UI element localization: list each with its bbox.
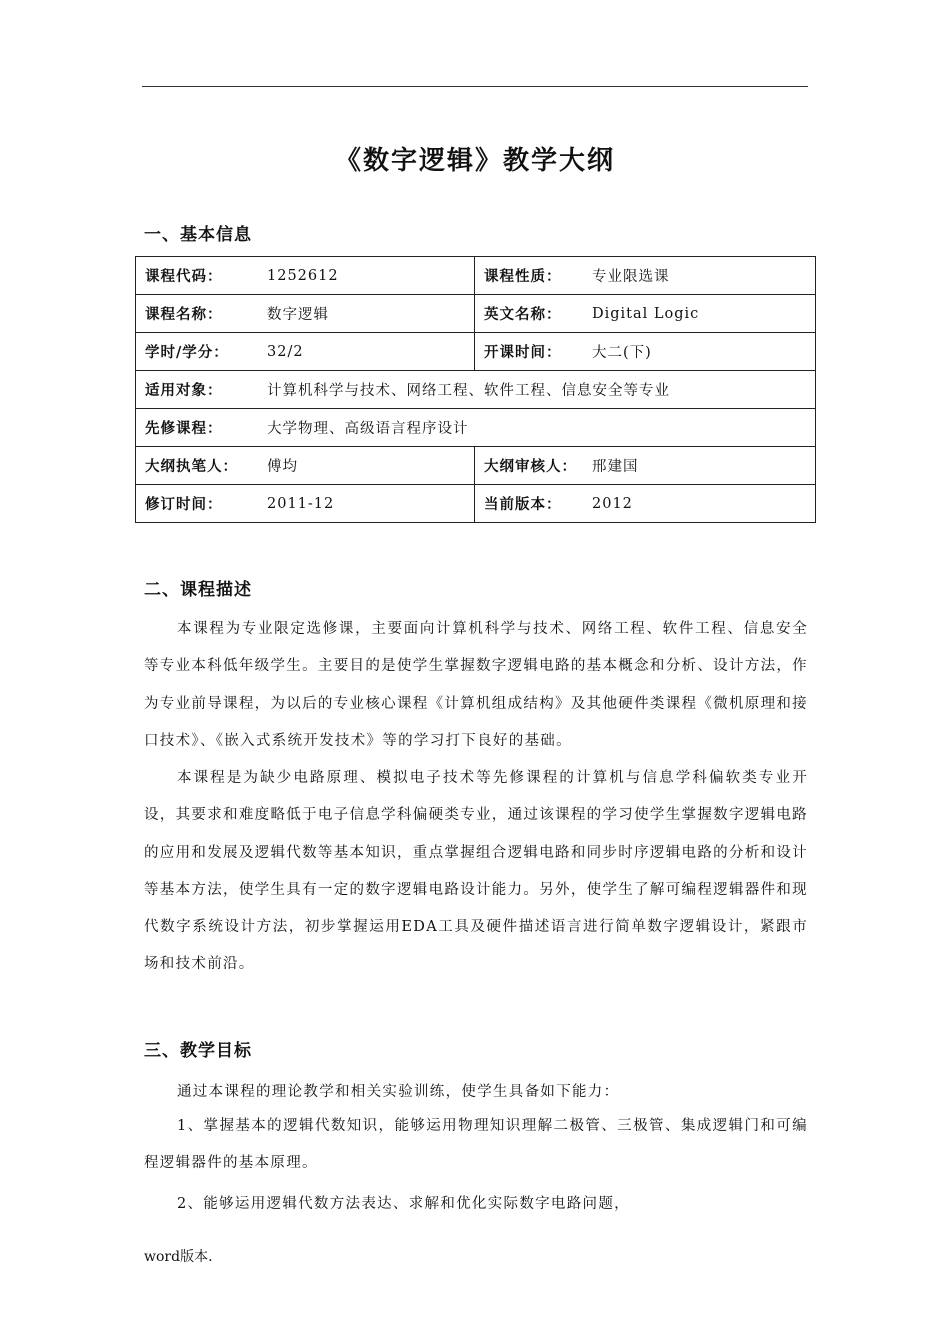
paragraph-course-description-1: 本课程为专业限定选修课，主要面向计算机科学与技术、网络工程、软件工程、信息安全等专业本科低年级学生。主要目的是使学生掌握数字逻辑电路的基本概念和分析、设计方法，作为专业前导课程，为以后的专业核心课程《计算机组成结构》及其他硬件类课程《微机原理和接口技术》、《嵌入式系统开发技术》等的学习打下良好的基础。 bbox=[144, 621, 808, 749]
field-value: 大二(下) bbox=[592, 345, 652, 361]
objectives-intro: 通过本课程的理论教学和相关实验训练，使学生具备如下能力： bbox=[177, 1084, 620, 1100]
section-heading-course-description: 二、课程描述 bbox=[144, 580, 252, 600]
section-heading-teaching-objectives: 三、教学目标 bbox=[144, 1041, 252, 1061]
field-label: 大纲执笔人： bbox=[145, 458, 238, 475]
field-label: 先修课程： bbox=[145, 420, 223, 437]
field-value: 计算机科学与技术、网络工程、软件工程、信息安全等专业 bbox=[267, 383, 670, 399]
basic-info-table bbox=[135, 256, 816, 523]
field-label: 适用对象： bbox=[145, 382, 223, 399]
table-row bbox=[136, 447, 816, 485]
field-label: 课程性质： bbox=[484, 268, 562, 285]
field-label: 课程代码： bbox=[145, 268, 223, 285]
field-label: 课程名称： bbox=[145, 306, 223, 323]
table-row bbox=[136, 333, 816, 371]
field-label: 修订时间： bbox=[145, 496, 223, 513]
field-label: 学时/学分： bbox=[145, 344, 229, 361]
table-row bbox=[136, 295, 816, 333]
field-value: 大学物理、高级语言程序设计 bbox=[267, 421, 469, 437]
header-rule bbox=[142, 86, 808, 87]
field-value: 1252612 bbox=[267, 267, 339, 284]
table-row bbox=[136, 409, 816, 447]
section-heading-basic-info: 一、基本信息 bbox=[144, 225, 252, 245]
table-row bbox=[136, 485, 816, 523]
document-title: 《数字逻辑》教学大纲 bbox=[334, 146, 615, 176]
objective-item-1: 1、掌握基本的逻辑代数知识，能够运用物理知识理解二极管、三极管、集成逻辑门和可编程逻辑器件的基本原理。 bbox=[144, 1118, 808, 1172]
field-value: 邢建国 bbox=[592, 459, 639, 475]
table-row bbox=[136, 257, 816, 295]
field-value: Digital Logic bbox=[592, 305, 700, 322]
field-value: 数字逻辑 bbox=[267, 307, 329, 323]
field-label: 当前版本： bbox=[484, 496, 562, 513]
field-value: 2011-12 bbox=[267, 495, 335, 512]
field-value: 专业限选课 bbox=[592, 269, 670, 285]
field-label: 开课时间： bbox=[484, 344, 562, 361]
paragraph-course-description-2: 本课程是为缺少电路原理、模拟电子技术等先修课程的计算机与信息学科偏软类专业开设，其要求和难度略低于电子信息学科偏硬类专业，通过该课程的学习使学生掌握数字逻辑电路的应用和发展及逻辑代数等基本知识，重点掌握组合逻辑电路和同步时序逻辑电路的分析和设计等基本方法，使学生具有一定的数字逻辑电路设计能力。另外，使学生了解可编程逻辑器件和现代数字系统设计方法，初步掌握运用EDA工具及硬件描述语言进行简单数字逻辑设计，紧跟市场和技术前沿。 bbox=[144, 770, 808, 973]
field-label: 大纲审核人： bbox=[484, 458, 577, 475]
table-row bbox=[136, 371, 816, 409]
field-value: 32/2 bbox=[267, 343, 304, 360]
field-value: 傅均 bbox=[267, 459, 298, 475]
field-label: 英文名称： bbox=[484, 306, 562, 323]
objective-item-2: 2、能够运用逻辑代数方法表达、求解和优化实际数字电路问题， bbox=[177, 1196, 630, 1212]
footer-note: word版本. bbox=[144, 1249, 213, 1265]
field-value: 2012 bbox=[592, 495, 633, 512]
